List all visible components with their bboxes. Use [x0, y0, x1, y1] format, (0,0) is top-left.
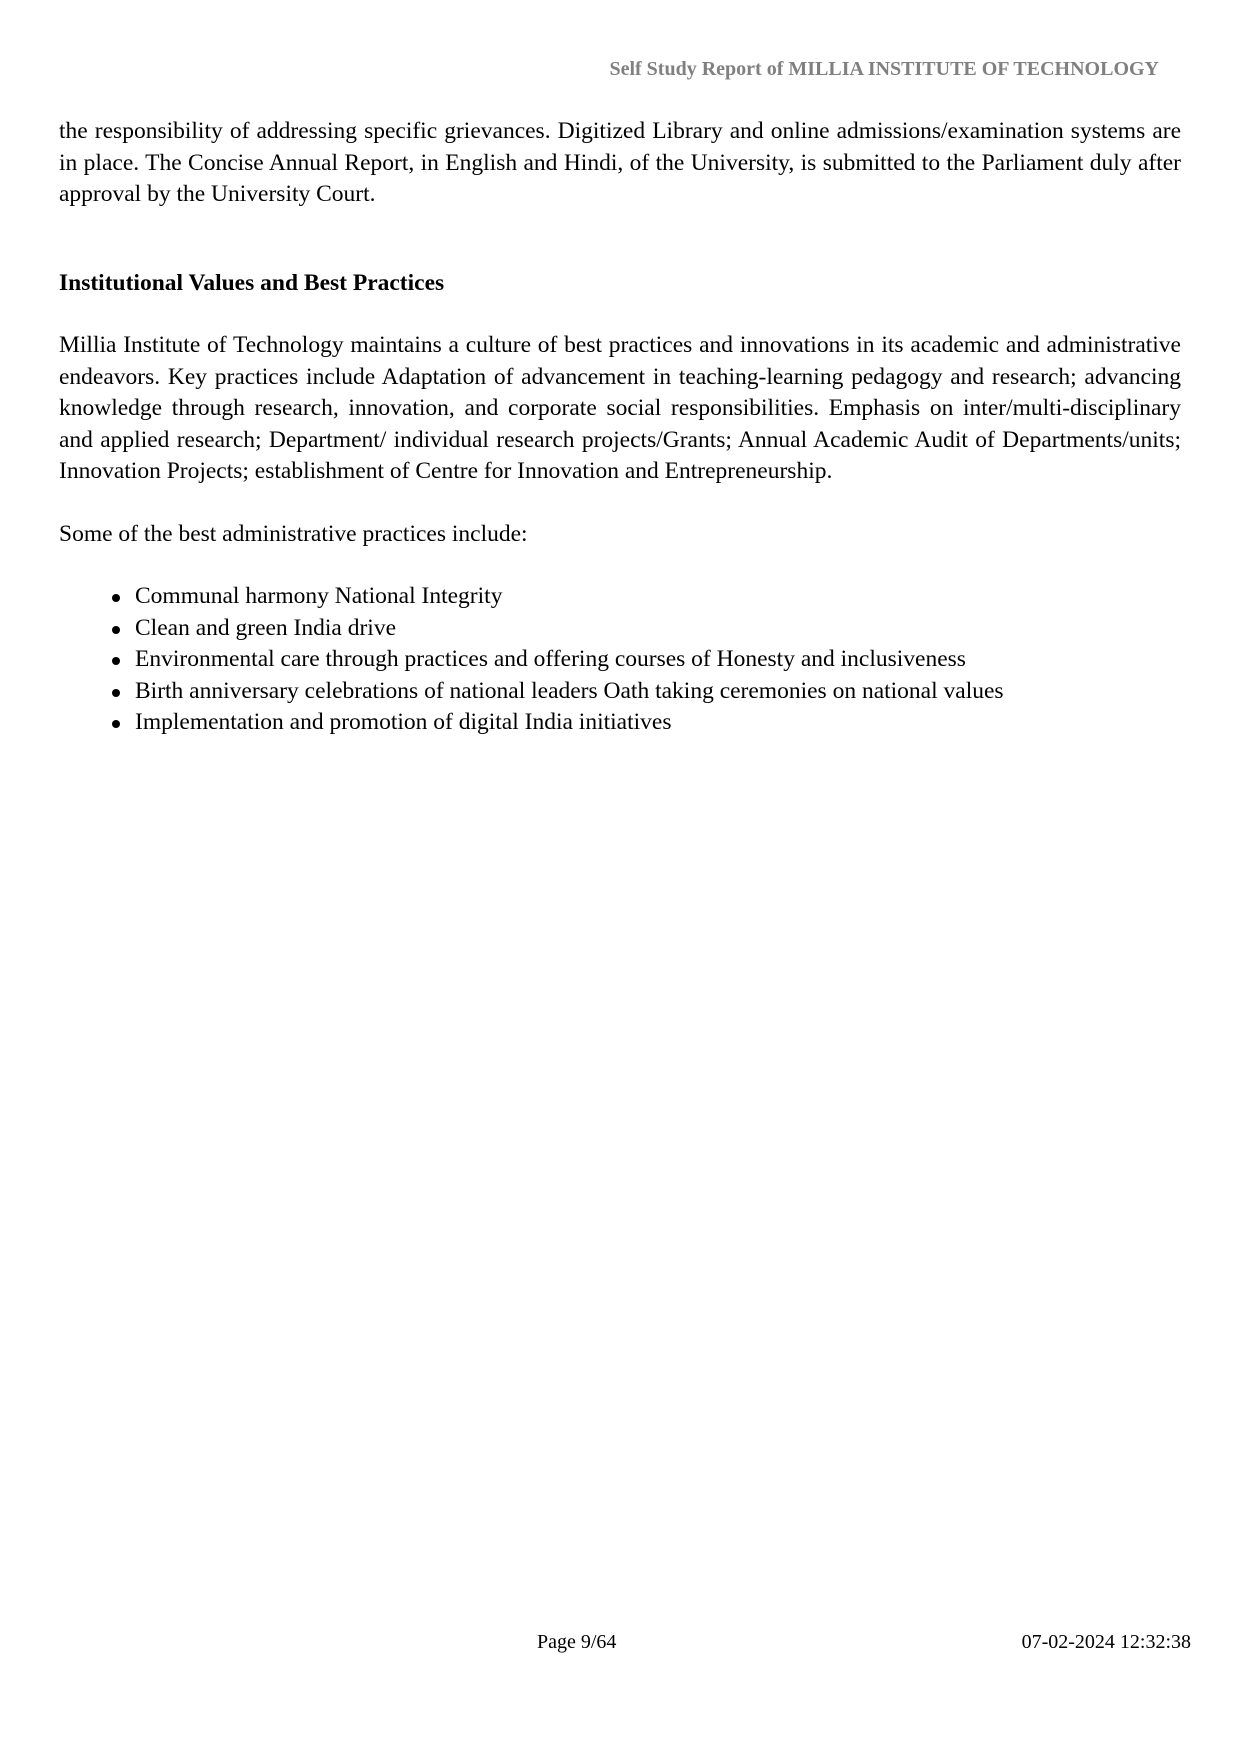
list-item [110, 676, 1181, 708]
list-item [110, 613, 1181, 645]
page-number: Page 9/64 [537, 1631, 617, 1653]
bullet-icon [112, 626, 120, 634]
paragraph-best-practices: Millia Institute of Technology maintains a culture of best practices and innovations in its academic and administrative endeavors. Key practices include Adaptation of advancement in teaching-learning pedagogy and research; advancing knowledge through research, innovation, and corporate social responsibilities. Emphasis on inter/multi-disciplinary and applied research; Department/ individual research projects/Grants; Annual Academic Audit of Departments/units; Innovation Projects; establishment of Centre for Innovation and Entrepreneurship. [59, 332, 1181, 484]
report-header: Self Study Report of MILLIA INSTITUTE OF TECHNOLOGY [609, 58, 1159, 80]
list-item [110, 644, 1181, 676]
bullet-icon [112, 594, 120, 602]
list-item [110, 707, 1181, 739]
paragraph-admin-intro: Some of the best administrative practices include: [59, 520, 528, 547]
list-item-text: Clean and green India drive [135, 614, 397, 641]
list-item-text: Implementation and promotion of digital India initiatives [135, 709, 672, 735]
list-item [110, 581, 1181, 613]
paragraph-grievances: the responsibility of addressing specific grievances. Digitized Library and online admissions/examination systems are in place. The Concise Annual Report, in English and Hindi, of the University, is submitted to the Parliament duly after approval by the University Court. [59, 118, 1181, 207]
admin-practices-list [59, 581, 1181, 739]
list-item-text: Birth anniversary celebrations of national leaders Oath taking ceremonies on national values [135, 677, 1004, 704]
page-content [59, 116, 1181, 739]
list-item-text: Communal harmony National Integrity [135, 583, 503, 609]
bullet-icon [112, 657, 120, 665]
bullet-icon [112, 689, 120, 697]
timestamp: 07-02-2024 12:32:38 [1021, 1631, 1191, 1653]
bullet-icon [112, 720, 120, 728]
list-item-text: Environmental care through practices and offering courses of Honesty and inclusiveness [135, 646, 966, 672]
section-heading: Institutional Values and Best Practices [59, 269, 445, 296]
